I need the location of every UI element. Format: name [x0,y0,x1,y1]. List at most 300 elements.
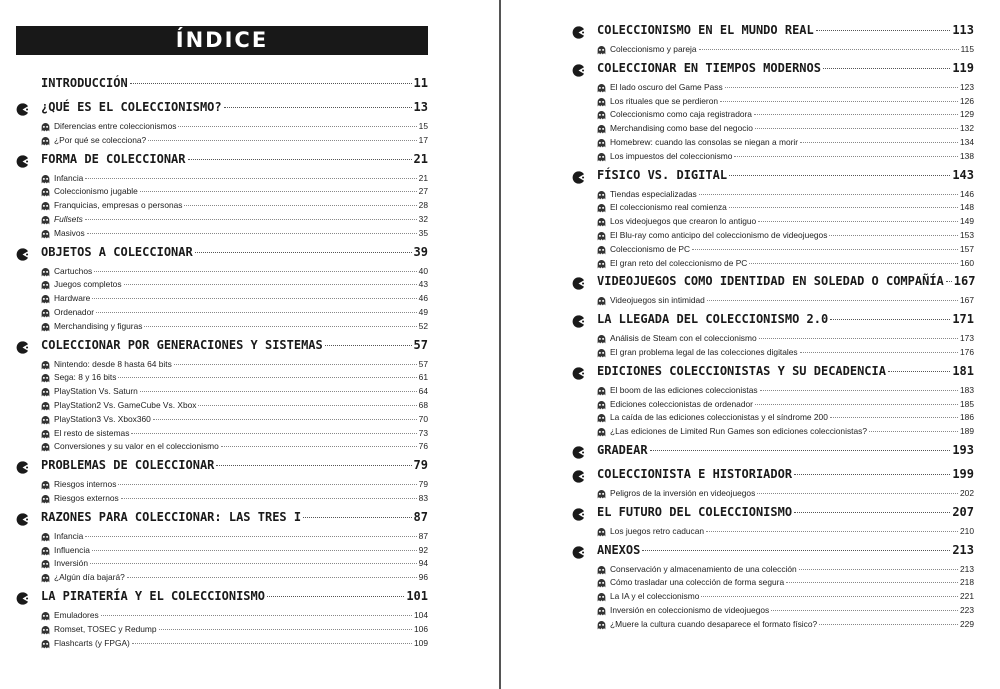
subsection-title: Influencia [54,544,90,555]
toc-section [572,467,974,502]
subsection-title: La caída de las ediciones coleccionistas y el síndrome 200 [610,412,828,423]
subsection-page: 64 [418,386,428,397]
subsection-title: Infancia [54,172,84,183]
dot-leader [734,156,958,157]
subsection-entry [572,244,974,258]
ghost-icon [41,309,50,318]
chapter-title: OBJETOS A COLECCIONAR [41,244,193,259]
subsection-entry [572,426,974,440]
ghost-icon [41,374,50,383]
dot-leader [124,284,417,285]
subsection-title: Flashcarts (y FPGA) [54,637,130,648]
subsection-page: 202 [960,487,974,498]
subsection-entry [572,44,974,58]
toc-section [16,76,428,97]
toc-section [16,100,428,149]
chapter-title: RAZONES PARA COLECCIONAR: LAS TRES I [41,509,302,524]
subsection-entry [572,82,974,96]
toc-section [572,274,974,309]
chapter-page: 101 [406,588,428,603]
ghost-icon [41,640,50,649]
chapter-entry [16,338,428,359]
dot-leader [121,498,417,499]
dot-leader [132,643,412,644]
subsection-entry [16,228,428,242]
subsection-entry [572,619,974,633]
chapter-page: 119 [952,60,974,75]
subsection-page: 49 [418,306,428,317]
toc-section [16,152,428,242]
subsection-title: Juegos completos [54,279,122,290]
subsection-page: 17 [418,134,428,145]
subsection-entry [572,151,974,165]
subsection-page: 123 [960,81,974,92]
chapter-entry [16,152,428,173]
subsection-title: Sega: 8 y 16 bits [54,372,117,383]
dot-leader [92,298,416,299]
subsection-page: 21 [418,172,428,183]
subsection-entry [16,479,428,493]
chapter-page: 207 [952,504,974,519]
dot-leader [830,417,958,418]
ghost-icon [597,414,606,423]
ghost-icon [597,528,606,537]
pacman-icon [16,248,29,261]
chapter-entry [16,510,428,531]
dot-leader [799,569,958,570]
dot-leader [118,484,416,485]
subsection-entry [16,279,428,293]
dot-leader [94,271,417,272]
dot-leader [706,531,958,532]
subsection-page: 221 [960,591,974,602]
subsection-page: 96 [418,572,428,583]
toc-section [16,458,428,507]
chapter-entry [572,364,974,385]
dot-leader [823,68,950,69]
subsection-entry [16,121,428,135]
ghost-icon [41,202,50,211]
subsection-page: 157 [960,243,974,254]
chapter-title: ANEXOS [597,542,641,557]
chapter-title: INTRODUCCIÓN [41,76,128,90]
subsection-title: PlayStation3 Vs. Xbox360 [54,413,151,424]
subsection-entry [16,186,428,200]
chapter-title: COLECCIONISMO EN EL MUNDO REAL [597,23,814,37]
dot-leader [267,596,404,597]
dot-leader [707,300,958,301]
subsection-entry [16,386,428,400]
subsection-entry [572,230,974,244]
subsection-title: El gran reto del coleccionismo de PC [610,257,748,268]
dot-leader [729,175,950,176]
subsection-title: Nintendo: desde 8 hasta 64 bits [54,358,172,369]
subsection-entry [572,216,974,230]
subsection-entry [16,441,428,455]
subsection-page: 185 [960,398,974,409]
dot-leader [758,221,958,222]
dot-leader [303,517,411,518]
pacman-icon [16,103,29,116]
subsection-title: ¿Por qué se colecciona? [54,134,147,145]
chapter-page: 11 [413,76,428,90]
subsection-page: 46 [418,293,428,304]
dot-leader [140,391,417,392]
chapter-entry [572,543,974,564]
chapter-entry [16,100,428,121]
subsection-title: El Blu-ray como anticipo del coleccionismo de videojuegos [610,229,828,240]
ghost-icon [41,560,50,569]
ghost-icon [597,566,606,575]
subsection-page: 189 [960,426,974,437]
dot-leader [650,450,951,451]
ghost-icon [41,230,50,239]
subsection-page: 149 [960,216,974,227]
subsection-title: El boom de las ediciones coleccionistas [610,384,758,395]
subsection-title: Inversión en coleccionismo de videojuegos [610,604,770,615]
pacman-icon [16,461,29,474]
subsection-page: 134 [960,136,974,147]
subsection-page: 153 [960,229,974,240]
subsection-entry [16,558,428,572]
subsection-page: 213 [960,563,974,574]
dot-leader [325,345,412,346]
ghost-icon [41,574,50,583]
subsection-page: 68 [418,399,428,410]
dot-leader [85,219,417,220]
toc-section [572,168,974,272]
chapter-page: 171 [952,312,974,327]
chapter-entry [572,23,974,44]
subsection-title: Los juegos retro caducan [610,525,705,536]
pacman-icon [16,592,29,605]
dot-leader [829,235,958,236]
dot-leader [946,281,952,282]
subsection-page: 76 [418,441,428,452]
subsection-entry [16,531,428,545]
chapter-title: COLECCIONAR EN TIEMPOS MODERNOS [597,60,821,75]
subsection-title: Romset, TOSEC y Redump [54,623,157,634]
ghost-icon [597,335,606,344]
dot-leader [816,30,951,31]
subsection-title: Ordenador [54,306,95,317]
ghost-icon [597,579,606,588]
subsection-title: Tiendas especializadas [610,188,697,199]
ghost-icon [41,533,50,542]
ghost-icon [597,218,606,227]
subsection-title: Merchandising y figuras [54,320,143,331]
chapter-entry [16,458,428,479]
chapter-page: 13 [413,100,428,114]
dot-leader [140,191,417,192]
dot-leader [760,390,958,391]
subsection-title: Inversión [54,558,88,569]
dot-leader [819,624,958,625]
subsection-title: Análisis de Steam con el coleccionismo [610,333,757,344]
subsection-entry [16,293,428,307]
dot-leader [830,319,950,320]
dot-leader [699,49,959,50]
chapter-title: EDICIONES COLECCIONISTAS Y SU DECADENCIA [597,363,886,378]
chapter-title: COLECCIONISTA E HISTORIADOR [597,466,793,481]
subsection-page: 160 [960,257,974,268]
subsection-entry [572,412,974,426]
chapter-title: FÍSICO VS. DIGITAL [597,167,728,182]
chapter-title: PROBLEMAS DE COLECCIONAR [41,458,215,473]
subsection-title: Peligros de la inversión en videojuegos [610,487,756,498]
ghost-icon [597,490,606,499]
ghost-icon [597,401,606,410]
toc-section [572,443,974,464]
subsection-title: El coleccionismo real comienza [610,202,727,213]
chapter-page: 21 [413,151,428,166]
dot-leader [786,582,958,583]
dot-leader [144,326,416,327]
ghost-icon [597,349,606,358]
subsection-page: 27 [418,186,428,197]
ghost-icon [41,175,50,184]
subsection-entry [572,333,974,347]
subsection-entry [16,638,428,652]
chapter-title: VIDEOJUEGOS COMO IDENTIDAD EN SOLEDAD O COMPAÑÍA [597,274,944,289]
dot-leader [720,101,958,102]
dot-leader [701,596,958,597]
pacman-icon [572,508,585,521]
toc-section [572,364,974,440]
pacman-icon [572,546,585,559]
ghost-icon [597,232,606,241]
subsection-page: 40 [418,265,428,276]
subsection-page: 129 [960,109,974,120]
ghost-icon [41,323,50,332]
dot-leader [148,140,416,141]
subsection-title: Conversiones y su valor en el coleccionismo [54,441,219,452]
dot-leader [118,377,416,378]
subsection-entry [16,307,428,321]
subsection-title: Coleccionismo y pareja [610,44,697,54]
chapter-entry [572,168,974,189]
ghost-icon [597,139,606,148]
pacman-icon [16,155,29,168]
subsection-page: 28 [418,200,428,211]
subsection-page: 32 [418,213,428,224]
dot-leader [224,107,412,108]
ghost-icon [41,188,50,197]
dot-leader [87,233,417,234]
subsection-entry [16,321,428,335]
index-heading: ÍNDICE [16,26,428,55]
subsection-entry [16,414,428,428]
subsection-page: 61 [418,372,428,383]
ghost-icon [41,481,50,490]
subsection-page: 79 [418,479,428,490]
subsection-entry [572,189,974,203]
toc-section [572,23,974,58]
toc-right [572,23,974,636]
subsection-page: 57 [418,358,428,369]
dot-leader [794,474,950,475]
chapter-entry [572,467,974,488]
chapter-page: 79 [413,458,428,473]
subsection-entry [16,545,428,559]
ghost-icon [597,428,606,437]
subsection-entry [572,295,974,309]
subsection-entry [572,577,974,591]
subsection-entry [16,428,428,442]
dot-leader [92,550,417,551]
ghost-icon [41,361,50,370]
dot-leader [800,352,958,353]
ghost-icon [41,268,50,277]
subsection-title: Videojuegos sin intimidad [610,295,705,306]
subsection-page: 229 [960,618,974,629]
ghost-icon [41,612,50,621]
subsection-page: 43 [418,279,428,290]
subsection-title: Cómo trasladar una colección de forma segura [610,577,785,588]
ghost-icon [597,125,606,134]
toc-section [572,543,974,633]
subsection-entry [572,399,974,413]
subsection-title: ¿Algún día bajará? [54,572,125,583]
subsection-entry [16,173,428,187]
subsection-title: Infancia [54,530,84,541]
chapter-page: 39 [413,244,428,259]
subsection-entry [16,400,428,414]
subsection-entry [572,564,974,578]
dot-leader [188,159,412,160]
dot-leader [159,629,412,630]
ghost-icon [41,137,50,146]
subsection-entry [16,266,428,280]
subsection-entry [16,493,428,507]
dot-leader [725,87,958,88]
chapter-entry [572,274,974,295]
toc-section [16,245,428,335]
dot-leader [90,563,417,564]
toc-section [16,510,428,586]
subsection-entry [572,591,974,605]
ghost-icon [41,416,50,425]
subsection-page: 148 [960,202,974,213]
ghost-icon [597,297,606,306]
ghost-icon [597,593,606,602]
ghost-icon [41,626,50,635]
subsection-page: 146 [960,188,974,199]
pacman-icon [572,64,585,77]
subsection-entry [572,109,974,123]
subsection-page: 92 [418,544,428,555]
chapter-title: ¿QUÉ ES EL COLECCIONISMO? [41,100,222,114]
chapter-title: LA PIRATERÍA Y EL COLECCIONISMO [41,588,265,603]
dot-leader [101,615,412,616]
ghost-icon [597,191,606,200]
dot-leader [198,405,416,406]
chapter-entry [572,505,974,526]
subsection-entry [572,385,974,399]
chapter-title: GRADEAR [597,442,648,457]
subsection-page: 70 [418,413,428,424]
subsection-entry [572,258,974,272]
toc-section [16,589,428,651]
pacman-icon [572,315,585,328]
dot-leader [642,550,950,551]
pacman-icon [572,171,585,184]
dot-leader [221,446,417,447]
subsection-title: Fullsets [54,213,83,224]
subsection-entry [16,372,428,386]
ghost-icon [597,607,606,616]
subsection-title: Riesgos externos [54,492,119,503]
dot-leader [729,207,958,208]
subsection-entry [572,137,974,151]
subsection-page: 126 [960,95,974,106]
subsection-page: 138 [960,150,974,161]
subsection-title: Franquicias, empresas o personas [54,200,183,211]
ghost-icon [597,621,606,630]
dot-leader [755,404,958,405]
subsection-page: 109 [414,637,428,648]
subsection-page: 73 [418,427,428,438]
subsection-page: 183 [960,384,974,395]
subsection-page: 210 [960,525,974,536]
subsection-page: 83 [418,492,428,503]
dot-leader [131,433,416,434]
dot-leader [771,610,958,611]
ghost-icon [597,387,606,396]
chapter-title: FORMA DE COLECCIONAR [41,151,186,166]
dot-leader [130,83,412,84]
subsection-title: Emuladores [54,609,99,620]
subsection-title: Los videojuegos que crearon lo antiguo [610,216,757,227]
ghost-icon [597,98,606,107]
subsection-title: Conservación y almacenamiento de una colección [610,563,797,574]
ghost-icon [597,260,606,269]
subsection-title: Coleccionismo jugable [54,186,138,197]
subsection-page: 218 [960,577,974,588]
dot-leader [869,431,958,432]
pacman-icon [572,26,585,39]
subsection-title: Hardware [54,293,91,304]
ghost-icon [41,443,50,452]
ghost-icon [597,246,606,255]
chapter-page: 167 [953,274,976,289]
dot-leader [127,577,417,578]
subsection-title: PlayStation2 Vs. GameCube Vs. Xbox [54,399,197,410]
chapter-page: 57 [413,337,428,352]
dot-leader [153,419,417,420]
ghost-icon [597,84,606,93]
subsection-entry [16,624,428,638]
subsection-page: 115 [960,44,974,54]
ghost-icon [597,46,606,55]
chapter-entry [572,443,974,464]
subsection-entry [572,123,974,137]
dot-leader [96,312,417,313]
dot-leader [184,205,416,206]
ghost-icon [597,153,606,162]
subsection-title: Coleccionismo como caja registradora [610,109,752,120]
subsection-entry [16,359,428,373]
chapter-title: COLECCIONAR POR GENERACIONES Y SISTEMAS [41,337,323,352]
pacman-icon [572,446,585,459]
chapter-page: 199 [952,466,974,481]
subsection-page: 106 [414,623,428,634]
dot-leader [757,493,958,494]
toc-left [16,76,428,654]
dot-leader [692,249,958,250]
ghost-icon [41,295,50,304]
dot-leader [759,338,958,339]
